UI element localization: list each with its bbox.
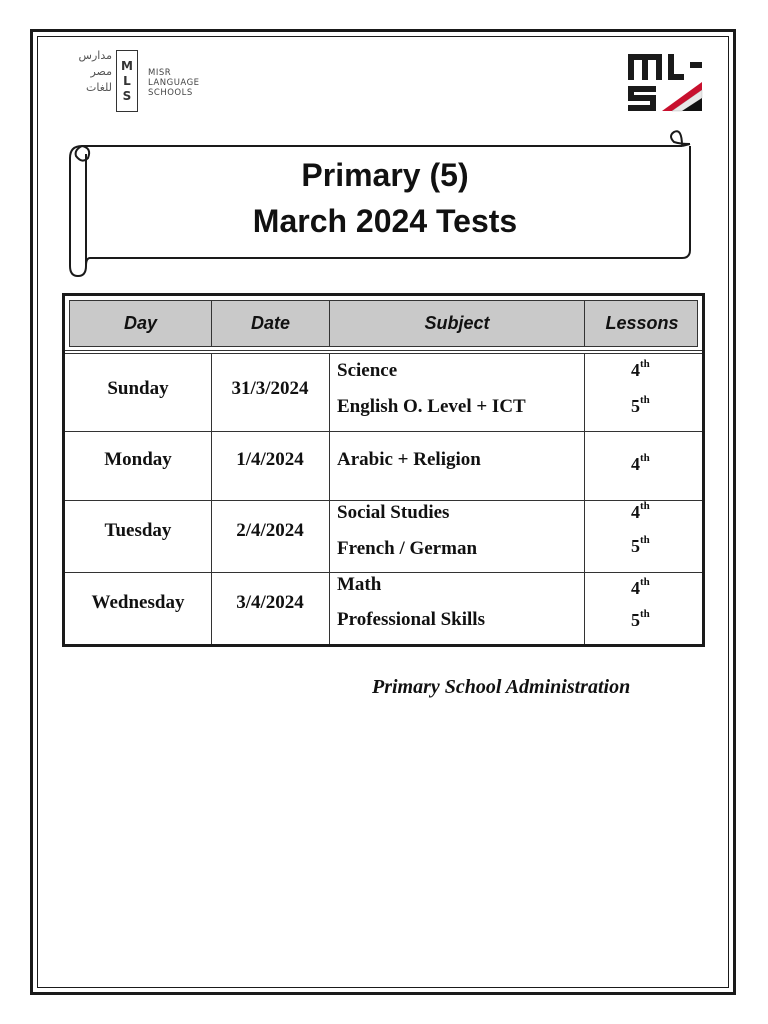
table-header-row — [69, 300, 698, 347]
header-date: Date — [212, 301, 330, 346]
administration-signature: Primary School Administration — [372, 676, 631, 698]
cell-lesson: 5th — [631, 394, 650, 416]
mls-emblem: M L S — [116, 50, 138, 112]
school-logo-left — [60, 48, 210, 118]
cell-date: 2/4/2024 — [236, 520, 304, 541]
cell-lesson: 4th — [631, 358, 650, 380]
cell-subject: Science — [337, 360, 398, 381]
row-divider — [65, 431, 702, 432]
cell-lesson: 4th — [631, 452, 650, 474]
cell-subject: English O. Level + ICT — [337, 396, 526, 417]
cell-date: 1/4/2024 — [236, 449, 304, 470]
title-grade: Primary (5) — [301, 157, 469, 193]
document-title — [90, 152, 680, 244]
title-tests: March 2024 Tests — [252, 203, 518, 239]
cell-subject: Math — [337, 574, 382, 595]
cell-day: Tuesday — [104, 520, 172, 541]
exam-schedule-table — [62, 293, 705, 647]
header-lessons: Lessons — [605, 313, 679, 333]
cell-day: Sunday — [107, 378, 169, 399]
cell-lesson: 4th — [631, 576, 650, 598]
cell-subject: Arabic + Religion — [337, 449, 481, 470]
header-day: Day — [70, 301, 212, 346]
cell-subject: French / German — [337, 538, 478, 559]
cell-lesson: 4th — [631, 500, 650, 522]
cell-lesson: 5th — [631, 608, 650, 630]
school-arabic-name: مدارس مصر للغات — [78, 49, 112, 94]
header-subject: Subject — [330, 301, 585, 346]
row-divider — [65, 500, 702, 501]
cell-day: Wednesday — [91, 592, 185, 613]
cell-subject: Social Studies — [337, 502, 450, 523]
row-divider — [65, 572, 702, 573]
cell-lesson: 5th — [631, 534, 650, 556]
column-divider — [584, 354, 585, 644]
header-divider — [65, 350, 702, 354]
cell-date: 3/4/2024 — [236, 592, 304, 613]
cell-date: 31/3/2024 — [231, 378, 309, 399]
column-divider — [329, 354, 330, 644]
school-english-name: MISR LANGUAGE SCHOOLS — [148, 68, 200, 98]
cell-day: Monday — [104, 449, 172, 470]
mls-flag-logo — [628, 52, 704, 114]
cell-subject: Professional Skills — [337, 609, 485, 630]
